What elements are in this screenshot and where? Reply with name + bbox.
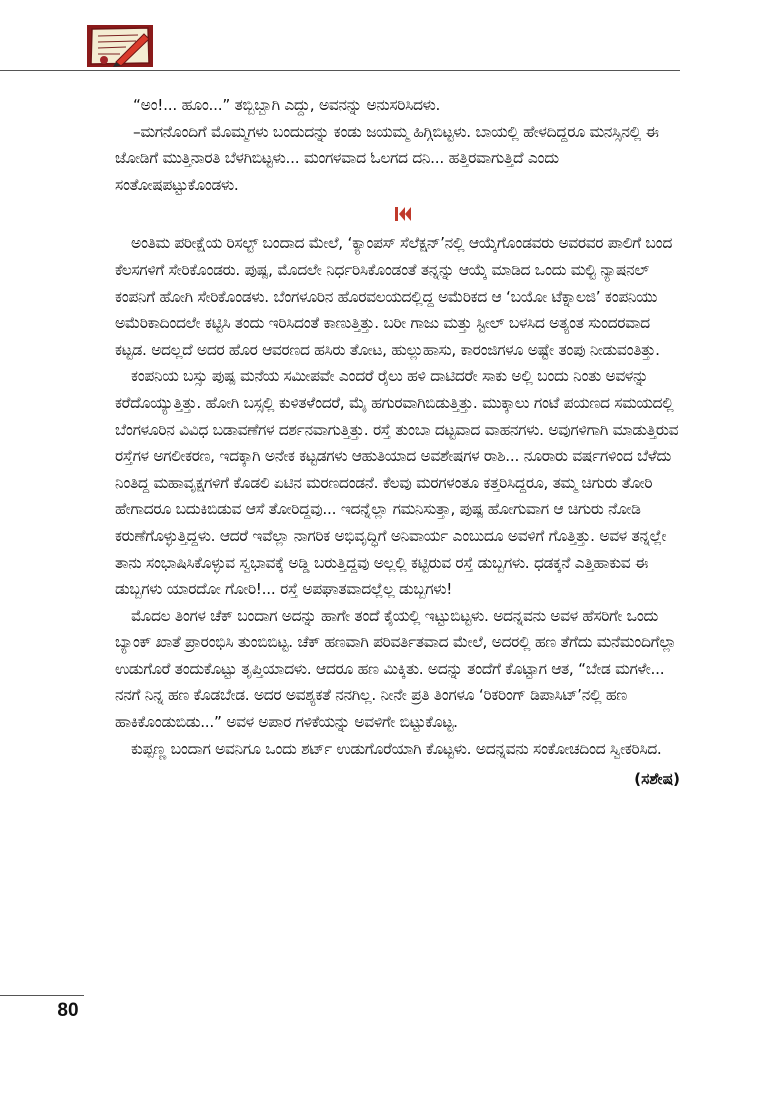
page-number: 80 (57, 1000, 79, 1021)
header-logo (86, 24, 154, 68)
paragraph: ಅಂತಿಮ ಪರೀಕ್ಷೆಯ ರಿಸಲ್ಟ್ ಬಂದಾದ ಮೇಲೆ, ‘ಕ್ಯಾಂಪಸ್ ಸೆಲೆಕ್ಷನ್’ನಲ್ಲಿ ಆಯ್ಕೆಗೊಂಡವರು ಅವರವರ ಪಾಲಿಗೆ ಬಂದ ಕೆಲಸಗಳಿಗೆ ಸೇರಿಕೊಂಡರು. ಪುಷ್ಪ, ಮೊದಲೇ ನಿರ್ಧರಿಸಿಕೊಂಡಂತೆ ತನ್ನನ್ನು ಆಯ್ಕೆ ಮಾಡಿದ ಒಂದು ಮಲ್ಟಿ ನ್ಯಾಷನಲ್ ಕಂಪನಿಗೆ ಹೋಗಿ ಸೇರಿಕೊಂಡಳು. ಬೆಂಗಳೂರಿನ ಹೊರವಲಯದಲ್ಲಿದ್ದ ಅಮೆರಿಕದ ಆ ‘ಬಯೋ ಟೆಕ್ನಾಲಜಿ’ ಕಂಪನಿಯು ಅಮೆರಿಕಾದಿಂದಲೇ ಕಟ್ಟಿಸಿ ತಂದು ಇರಿಸಿದಂತೆ ಕಾಣುತ್ತಿತ್ತು. ಬರೀ ಗಾಜು ಮತ್ತು ಸ್ಟೀಲ್ ಬಳಸಿದ ಅತ್ಯಂತ ಸುಂದರವಾದ ಕಟ್ಟಡ. ಅದಲ್ಲದೆ ಅದರ ಹೊರ ಆವರಣದ ಹಸಿರು ತೋಟ, ಹುಲ್ಲುಹಾಸು, ಕಾರಂಜಿಗಳೂ ಅಷ್ಟೇ ತಂಪು ನೀಡುವಂತಿತ್ತು. (115, 234, 672, 359)
paragraph: ಮೊದಲ ತಿಂಗಳ ಚೆಕ್ ಬಂದಾಗ ಅದನ್ನು ಹಾಗೇ ತಂದೆ ಕೈಯಲ್ಲಿ ಇಟ್ಟುಬಿಟ್ಟಳು. ಅದನ್ನವನು ಅವಳ ಹೆಸರಿಗೇ ಒಂದು ಬ್ಯಾಂಕ್ ಖಾತೆ ಪ್ರಾರಂಭಿಸಿ ತುಂಬಿಬಿಟ್ಟ. ಚೆಕ್ ಹಣವಾಗಿ ಪರಿವರ್ತಿತವಾದ ಮೇಲೆ, ಅದರಲ್ಲಿ ಹಣ ತೆಗೆದು ಮನೆಮಂದಿಗೆಲ್ಲಾ ಉಡುಗೊರೆ ತಂದುಕೊಟ್ಟು ತೃಪ್ತಿಯಾದಳು. ಆದರೂ ಹಣ ಮಿಕ್ಕಿತು. ಅದನ್ನು ತಂದೆಗೆ ಕೊಟ್ಟಾಗ ಆತ, “ಬೇಡ ಮಗಳೇ... ನನಗೆ ನಿನ್ನ ಹಣ ಕೊಡಬೇಡ. ಅದರ ಅವಶ್ಯಕತೆ ನನಗಿಲ್ಲ. ನೀನೇ ಪ್ರತಿ ತಿಂಗಳೂ ‘ರಿಕರಿಂಗ್ ಡಿಪಾಸಿಟ್’ನಲ್ಲಿ ಹಣ ಹಾಕಿಕೊಂಡುಬಿಡು...” ಅವಳ ಅಪಾರ ಗಳಿಕೆಯನ್ನು ಅವಳಿಗೇ ಬಿಟ್ಟುಕೊಟ್ಟ. (115, 606, 677, 732)
paragraph: “ಅಂ!... ಹೂಂ...” ತಬ್ಬಿಬ್ಬಾಗಿ ಎದ್ದು, ಅವನನ್ನು ಅನುಸರಿಸಿದಳು. (133, 96, 441, 114)
section-break-icon (394, 206, 412, 222)
article-body (115, 92, 680, 792)
footer-rule (0, 995, 84, 996)
section-break (115, 198, 680, 230)
header-rule (0, 70, 680, 71)
paragraph: ಕುಪ್ಪಣ್ಣ ಬಂದಾಗ ಅವನಿಗೂ ಒಂದು ಶರ್ಟ್ ಉಡುಗೊರೆಯಾಗಿ ಕೊಟ್ಟಳು. ಅದನ್ನವನು ಸಂಕೋಚದಿಂದ ಸ್ವೀಕರಿಸಿದ. (131, 739, 662, 758)
continued-marker: (ಸಶೇಷ) (634, 770, 680, 789)
paragraph: –ಮಗನೊಂದಿಗೆ ಮೊಮ್ಮಗಳು ಬಂದುದನ್ನು ಕಂಡು ಜಯಮ್ಮ ಹಿಗ್ಗಿಬಿಟ್ಟಳು. ಬಾಯಲ್ಲಿ ಹೇಳದಿದ್ದರೂ ಮನಸ್ಸಿನಲ್ಲಿ ಈ ಜೋಡಿಗೆ ಮುತ್ತಿನಾರತಿ ಬೆಳಗಿಬಿಟ್ಟಳು... ಮಂಗಳವಾದ ಓಲಗದ ದನಿ... ಹತ್ತಿರವಾಗುತ್ತಿದೆ ಎಂದು ಸಂತೋಷಪಟ್ಟುಕೊಂಡಳು. (115, 122, 659, 194)
paragraph: ಕಂಪನಿಯ ಬಸ್ಸು ಪುಷ್ಪ ಮನೆಯ ಸಮೀಪವೇ ಎಂದರೆ ರೈಲು ಹಳಿ ದಾಟಿದರೇ ಸಾಕು ಅಲ್ಲಿ ಬಂದು ನಿಂತು ಅವಳನ್ನು ಕರೆದೊಯ್ಯುತ್ತಿತ್ತು. ಹೋಗಿ ಬಸ್ಸಲ್ಲಿ ಕುಳಿತಳೆಂದರೆ, ಮೈ ಹಗುರವಾಗಿಬಿಡುತ್ತಿತ್ತು. ಮುಕ್ಕಾಲು ಗಂಟೆ ಪಯಣದ ಸಮಯದಲ್ಲಿ ಬೆಂಗಳೂರಿನ ವಿವಿಧ ಬಡಾವಣೆಗಳ ದರ್ಶನವಾಗುತ್ತಿತ್ತು. ರಸ್ತೆ ತುಂಬಾ ದಟ್ಟವಾದ ವಾಹನಗಳು. ಅವುಗಳಿಗಾಗಿ ಮಾಡುತ್ತಿರುವ ರಸ್ತೆಗಳ ಅಗಲೀಕರಣ, ಇದಕ್ಕಾಗಿ ಅನೇಕ ಕಟ್ಟಡಗಳು ಆಹುತಿಯಾದ ಅವಶೇಷಗಳ ರಾಶಿ... ನೂರಾರು ವರ್ಷಗಳಿಂದ ಬೆಳೆದು ನಿಂತಿದ್ದ ಮಹಾವೃಕ್ಷಗಳಿಗೆ ಕೊಡಲಿ ಏಟಿನ ಮರಣದಂಡನೆ. ಕೆಲವು ಮರಗಳಂತೂ ಕತ್ತರಿಸಿದ್ದರೂ, ತಮ್ಮ ಚಿಗುರು ತೋರಿ ಹೇಗಾದರೂ ಬದುಕಿಬಿಡುವ ಆಸೆ ತೋರಿದ್ದವು... ಇದನ್ನೆಲ್ಲಾ ಗಮನಿಸುತ್ತಾ, ಪುಷ್ಪ ಹೋಗುವಾಗ ಆ ಚಿಗುರು ನೋಡಿ ಕರುಣೆಗೊಳ್ಳುತ್ತಿದ್ದಳು. ಆದರೆ ಇವೆಲ್ಲಾ ನಾಗರಿಕ ಅಭಿವೃದ್ಧಿಗೆ ಅನಿವಾರ್ಯ ಎಂಬುದೂ ಅವಳಿಗೆ ಗೊತ್ತಿತ್ತು. ಅವಳ ತನ್ನಲ್ಲೇ ತಾನು ಸಂಭಾಷಿಸಿಕೊಳ್ಳುವ ಸ್ವಭಾವಕ್ಕೆ ಅಡ್ಡಿ ಬರುತ್ತಿದ್ದವು ಅಲ್ಲಲ್ಲಿ ಕಟ್ಟಿರುವ ರಸ್ತೆ ಡುಬ್ಬಗಳು. ಧಡಕ್ಕನೆ ಎತ್ತಿಹಾಕುವ ಈ ಡುಬ್ಬಗಳು ಯಾರದೋ ಗೋರಿ!... ರಸ್ತೆ ಅಪಘಾತವಾದಲ್ಲೆಲ್ಲ ಡುಬ್ಬಗಳು! (115, 367, 679, 599)
paper-and-pen-icon (86, 24, 154, 68)
